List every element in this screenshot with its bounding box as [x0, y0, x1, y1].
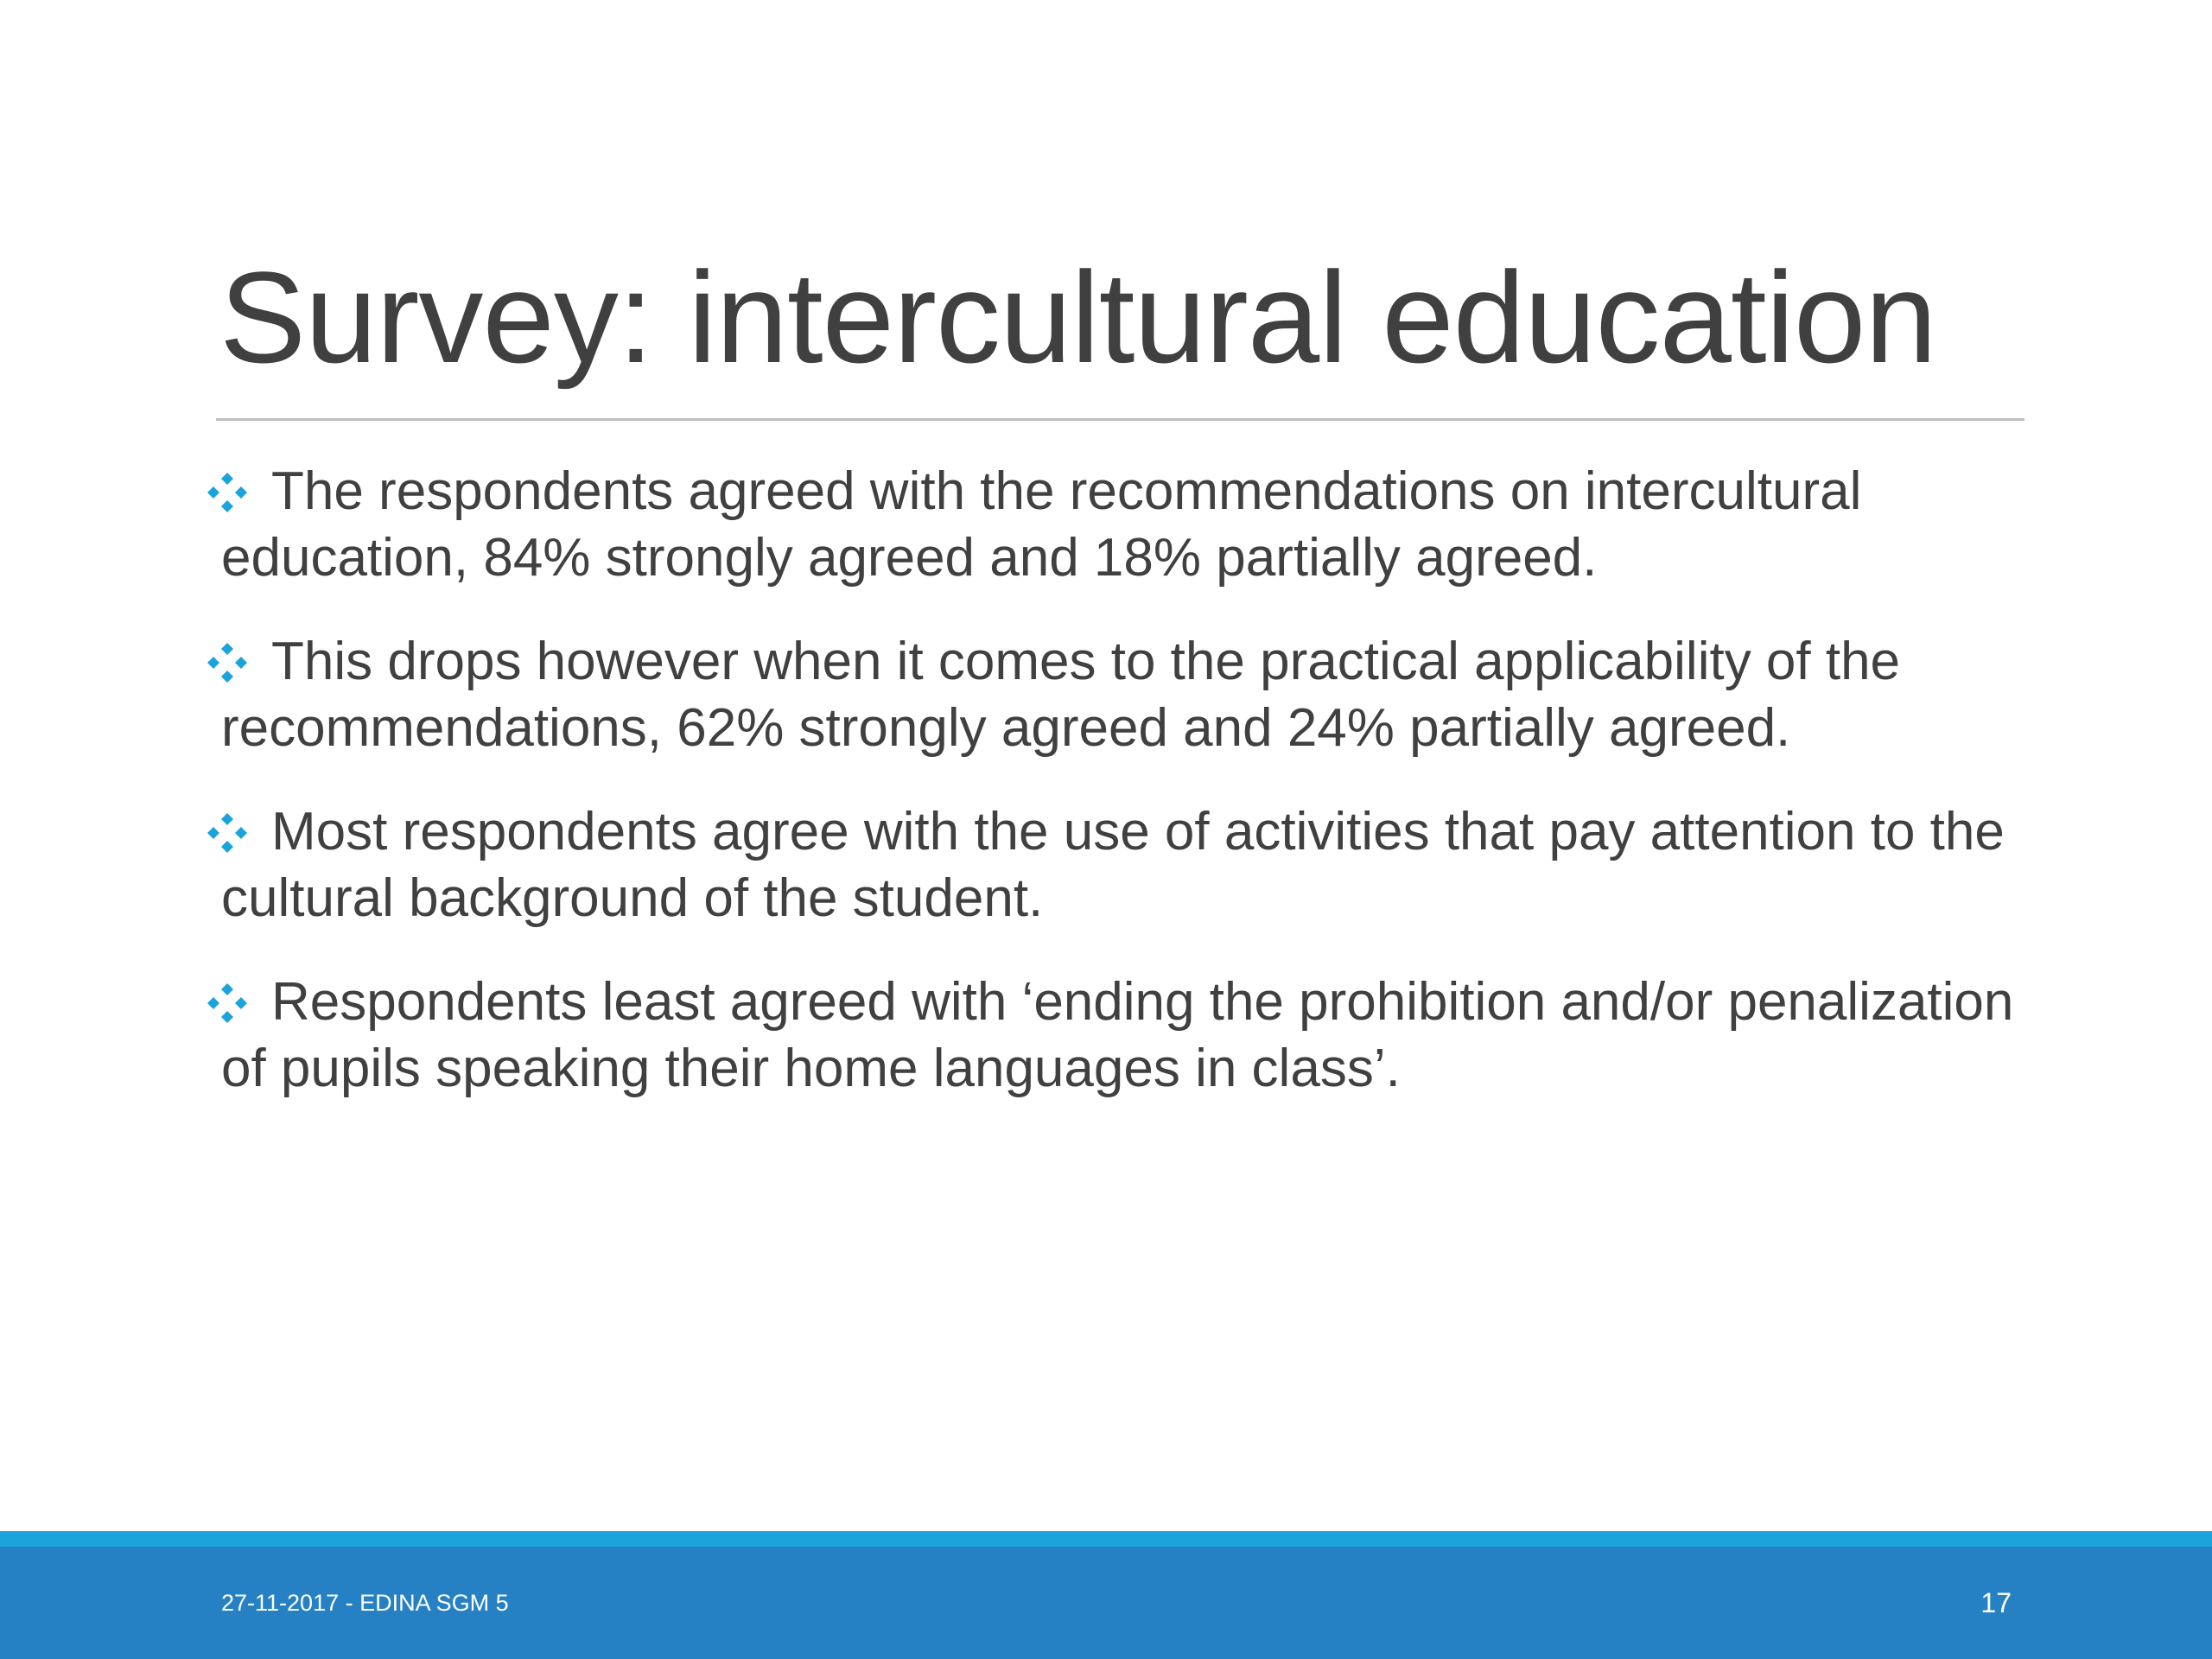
bullet-item [204, 969, 2044, 1102]
slide-title: Survey: intercultural education [219, 245, 1936, 390]
four-diamond-bullet-icon [204, 469, 251, 516]
slide-page-number: 17 [1980, 1587, 2012, 1618]
bullet-text: Most respondents agree with the use of activities that pay attention to the cultural background of the student. [221, 802, 2005, 928]
bullet-item [204, 628, 2044, 761]
footer-accent-line [0, 1531, 2212, 1547]
title-divider [216, 418, 2024, 421]
bullet-item [204, 458, 2044, 591]
bullet-text: Respondents least agreed with ‘ending the prohibition and/or penalization of pupils speaking their home languages in class’. [221, 972, 2014, 1098]
bullet-item [204, 798, 2044, 931]
bullet-text: This drops however when it comes to the practical applicability of the recommendations, 62% strongly agreed and 24% partially agreed. [221, 632, 1901, 758]
four-diamond-bullet-icon [204, 980, 251, 1027]
bullet-text: The respondents agreed with the recommendations on intercultural education, 84% strongly agreed and 18% partially agreed. [221, 461, 1862, 588]
four-diamond-bullet-icon [204, 639, 251, 686]
bullet-list [204, 458, 2044, 1139]
four-diamond-bullet-icon [204, 810, 251, 856]
footer-date-label: 27-11-2017 - EDINA SGM 5 [221, 1590, 509, 1616]
